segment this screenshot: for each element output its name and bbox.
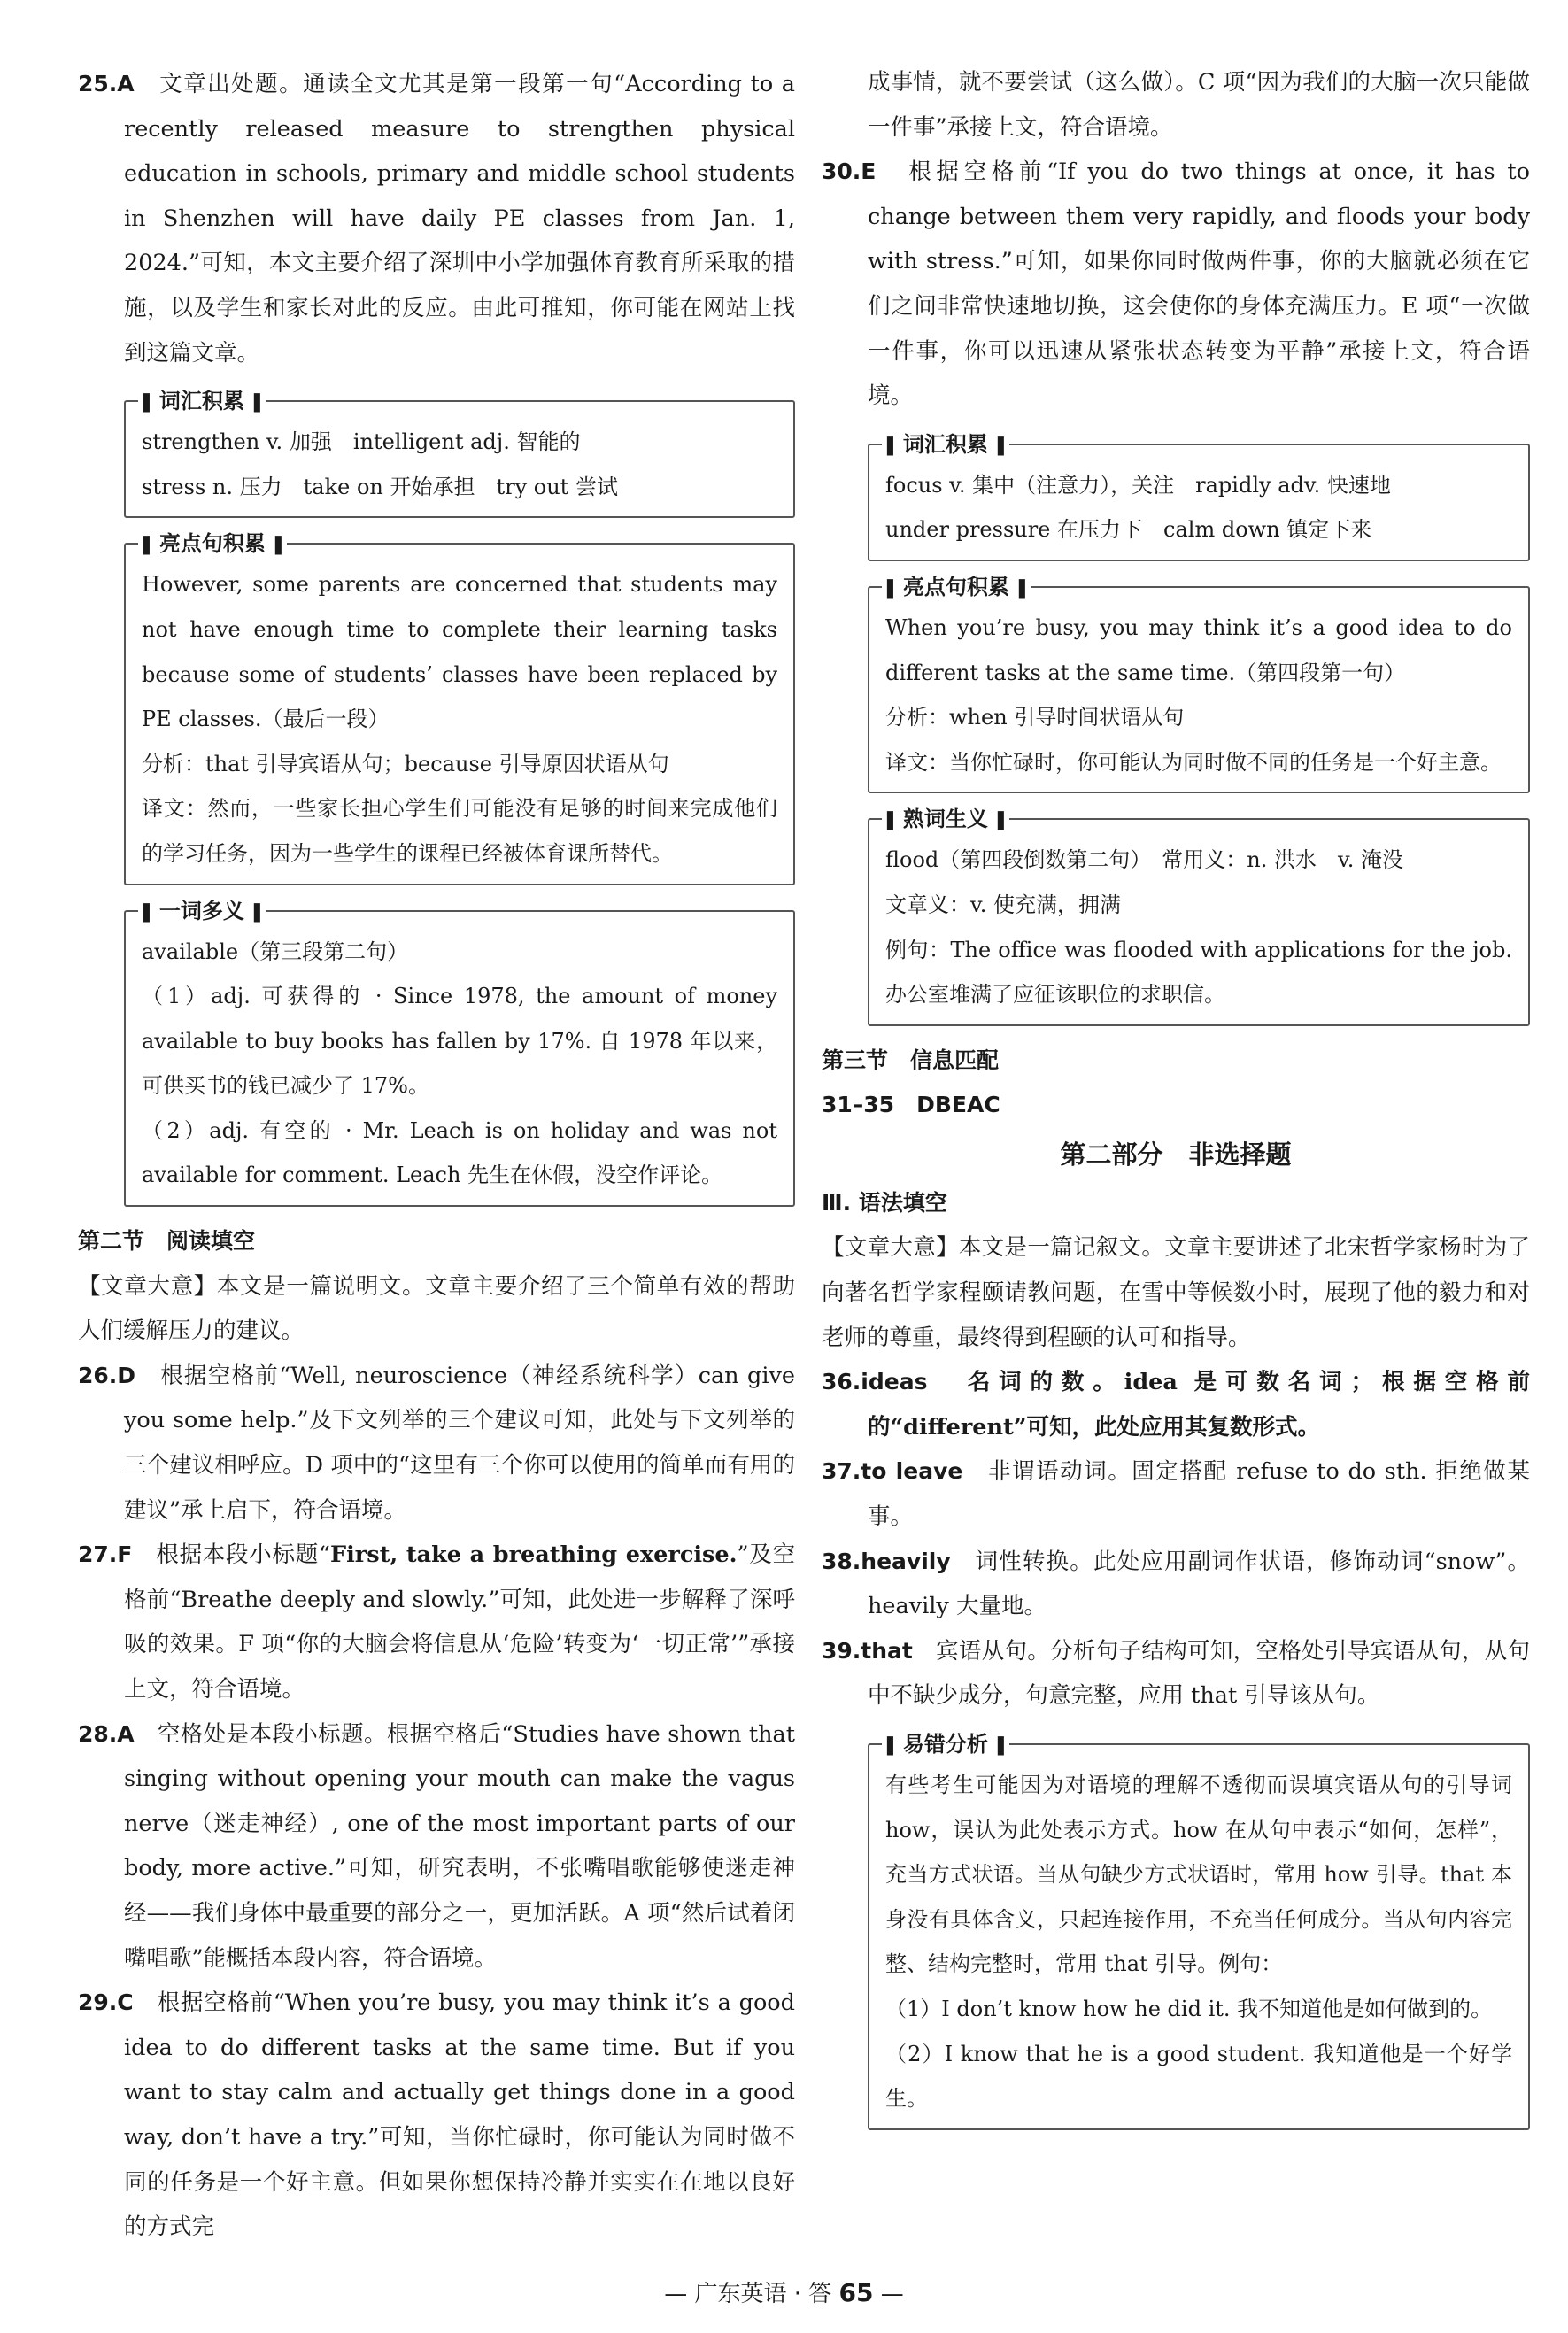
page-footer: — 广东英语 · 答 65 — — [664, 2278, 904, 2307]
article-summary: 【文章大意】本文是一篇记叙文。文章主要讲述了北宋哲学家杨时为了向著名哲学家程颐请教问题，在雪中等候数小时，展现了他的毅力和对老师的尊重，最终得到程颐的认可和指导。 — [822, 1234, 1530, 1351]
box-line: strengthen v. 加强 intelligent adj. 智能的 — [142, 429, 581, 455]
box-line: 例句：The office was flooded with applications for the job. 办公室堆满了应征该职位的求职信。 — [885, 937, 1512, 1008]
box-line: 文章义：v. 使充满，拥满 — [885, 892, 1121, 917]
right-column — [822, 60, 1530, 2143]
answer-25: 25.A 文章出处题。通读全文尤其是第一段第一句“According to a recently released measure to strengthen physical education in schools, primary and middle school students in Shenzhen will have daily PE classes from Jan. 1, 2024.”可知，本文主要介绍了深圳中小学加强体育教育所采取的措施，以及学生和家长对此的反应。由此可推知，你可能在网站上找到这篇文章。 — [78, 71, 795, 367]
answer-27: 27.F 根据本段小标题“First, take a breathing exercise.”及空格前“Breathe deeply and slowly.”可知，此处进一步解释了深呼吸的效果。F 项“你的大脑会将信息从‘危险’转变为‘一切正常’”承接上文，符合语境。 — [78, 1541, 796, 1703]
part-title: 第二部分 非选择题 — [1060, 1139, 1292, 1170]
familiar-word-box — [868, 807, 1530, 1025]
article-summary: 【文章大意】本文是一篇说明文。文章主要介绍了三个简单有效的帮助人们缓解压力的建议。 — [78, 1272, 795, 1345]
box-line: flood（第四段倒数第二句） 常用义：n. 洪水 v. 淹没 — [885, 847, 1403, 873]
box-line: When you’re busy, you may think it’s a good idea to do different tasks at the same time.（第四段第一句） — [885, 614, 1512, 685]
answer-37: 37.to leave 非谓语动词。固定搭配 refuse to do sth. 拒绝做某事。 — [822, 1458, 1530, 1531]
box-line: under pressure 在压力下 calm down 镇定下来 — [885, 517, 1372, 543]
left-column — [78, 62, 795, 2250]
highlight-box-1 — [124, 531, 795, 885]
box-line: （2）adj. 有空的 · Mr. Leach is on holiday and was not available for comment. Leach 先生在休假，没空作评论。 — [142, 1117, 777, 1188]
section-heading: Ⅲ. 语法填空 — [822, 1189, 947, 1216]
box-line: （2）I know that he is a good student. 我知道他是一个好学生。 — [885, 2041, 1512, 2112]
answer-26: 26.D 根据空格前“Well, neuroscience（神经系统科学）can give you some help.”及下文列举的三个建议可知，此处与下文列举的三个建议相呼应。D 项中的“这里有三个你可以使用的简单而有用的建议”承上启下，符合语境。 — [78, 1362, 795, 1524]
box-tag: ▌ 词汇积累 ▐ — [138, 387, 266, 418]
section-heading: 第二节 阅读填空 — [78, 1228, 256, 1255]
box-tag: ▌ 熟词生义 ▐ — [882, 805, 1009, 836]
box-tag: ▌ 一词多义 ▐ — [138, 897, 266, 928]
error-analysis-box — [868, 1732, 1530, 2130]
box-line: available（第三段第二句） — [142, 939, 409, 964]
box-tag: ▌ 亮点句积累 ▐ — [138, 529, 287, 560]
highlight-box-2 — [868, 574, 1530, 793]
box-line: 译文：然而，一些家长担心学生们可能没有足够的时间来完成他们的学习任务，因为一些学生的课程已经被体育课所替代。 — [142, 796, 777, 866]
box-line: 译文：当你忙碌时，你可能认为同时做不同的任务是一个好主意。 — [885, 749, 1502, 775]
box-tag: ▌ 词汇积累 ▐ — [882, 430, 1009, 461]
answer-29-continued: 成事情，就不要尝试（这么做）。C 项“因为我们的大脑一次只能做一件事”承接上文，符合语境。 — [868, 69, 1530, 141]
answer-39: 39.that 宾语从句。分析句子结构可知，空格处引导宾语从句，从句中不缺少成分，句意完整，应用 that 引导该从句。 — [822, 1637, 1530, 1710]
box-line: （1）I don’t know how he did it. 我不知道他是如何做到的。 — [885, 1996, 1493, 2021]
box-line: focus v. 集中（注意力），关注 rapidly adv. 快速地 — [885, 472, 1391, 498]
box-line: （1）adj. 可获得的 · Since 1978, the amount of money available to buy books has fallen by 17%. 自 1978 年以来，可供买书的钱已减少了 17%。 — [142, 984, 777, 1099]
answers-31-35: 31–35 DBEAC — [822, 1092, 1000, 1118]
page-number: 65 — [838, 2278, 874, 2307]
answer-38: 38.heavily 词性转换。此处应用副词作状语，修饰动词“snow”。heavily 大量地。 — [822, 1548, 1530, 1620]
box-tag: ▌ 易错分析 ▐ — [882, 1730, 1009, 1761]
answer-29: 29.C 根据空格前“When you’re busy, you may think it’s a good idea to do different tasks at the same time. But if you want to stay calm and actually get things done in a good way, don’t have a try.”可知，当你忙碌时，你可能认为同时做不同的任务是一个好主意。但如果你想保持冷静并实实在在地以良好的方式完 — [78, 1989, 795, 2241]
box-line: However, some parents are concerned that students may not have enough time to complete their learning tasks because some of students’ classes have been replaced by PE classes.（最后一段） — [142, 572, 777, 732]
box-line: 分析：when 引导时间状语从句 — [885, 705, 1185, 730]
answer-30: 30.E 根据空格前“If you do two things at once, it has to change between them very rapidly, and floods your body with stress.”可知，如果你同时做两件事，你的大脑就必须在它们之间非常快速地切换，这会使你的身体充满压力。E 项“一次做一件事，你可以迅速从紧张状态转变为平静”承接上文，符合语境。 — [822, 158, 1530, 410]
box-tag: ▌ 亮点句积累 ▐ — [882, 573, 1031, 604]
section-heading: 第三节 信息匹配 — [822, 1047, 1000, 1073]
answer-36: 36.ideas 名词的数。idea 是可数名词；根据空格前的“different”可知，此处应用其复数形式。 — [822, 1369, 1530, 1441]
vocab-box-1 — [124, 389, 795, 518]
answer-28: 28.A 空格处是本段小标题。根据空格后“Studies have shown that singing without opening your mouth can make the vagus nerve（迷走神经）, one of the most important parts of our body, more active.”可知，研究表明，不张嘴唱歌能够使迷走神经——我们身体中最重要的部分之一，更加活跃。A 项“然后试着闭嘴唱歌”能概括本段内容，符合语境。 — [78, 1720, 795, 1972]
box-line: 分析：that 引导宾语从句；because 引导原因状语从句 — [142, 751, 669, 776]
box-line: 有些考生可能因为对语境的理解不透彻而误填宾语从句的引导词 how，误认为此处表示方式。how 在从句中表示“如何，怎样”，充当方式状语。当从句缺少方式状语时，常用 how 引导。that 本身没有具体含义，只起连接作用，不充当任何成分。当从句内容完整、结构完整时，常用 that 引导。例句： — [885, 1773, 1512, 1977]
vocab-box-2 — [868, 431, 1530, 561]
polysemy-box — [124, 898, 795, 1208]
box-line: stress n. 压力 take on 开始承担 try out 尝试 — [142, 474, 618, 499]
